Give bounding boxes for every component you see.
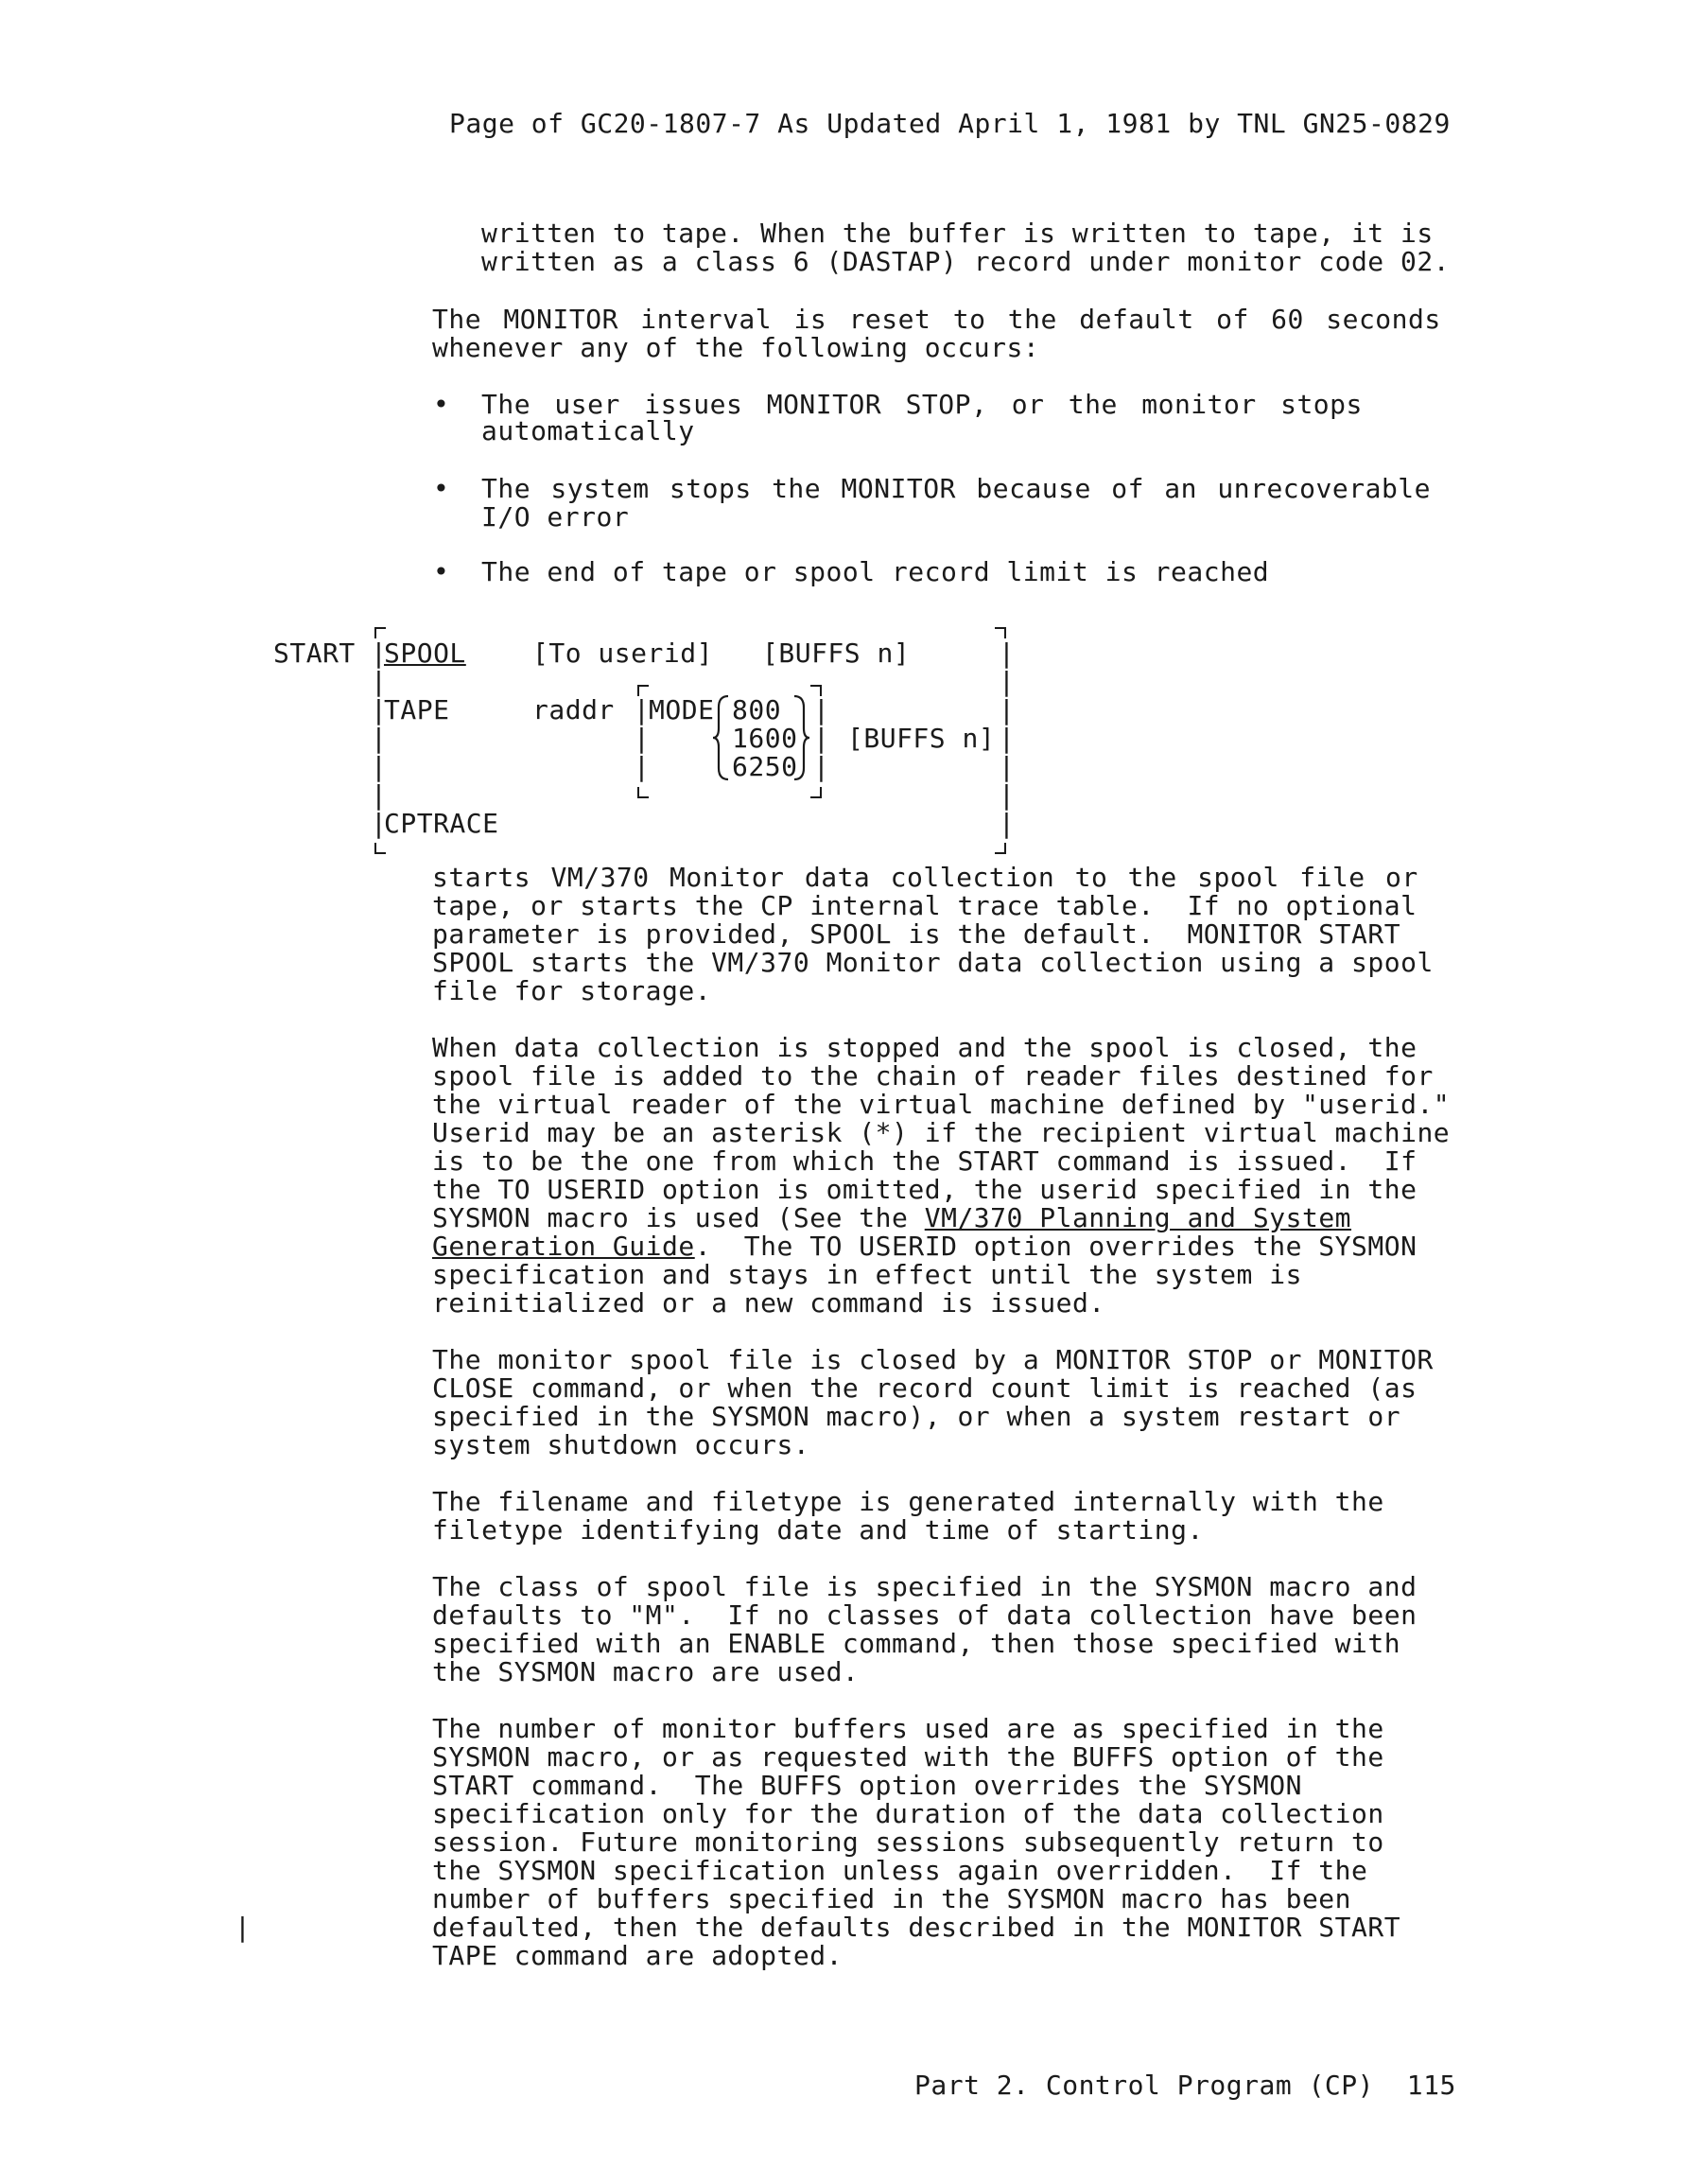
bracket-corner — [995, 843, 1006, 854]
text-run: . The TO USERID option overrides the SYSMON — [694, 1231, 1417, 1262]
bracket-bar: | — [999, 723, 1015, 754]
bracket-bar: | — [371, 808, 387, 839]
text-line: The MONITOR interval is reset to the default of 60 seconds — [432, 304, 1441, 335]
bracket-bar: | — [999, 694, 1015, 725]
text-line: Userid may be an asterisk (*) if the recipient virtual machine — [432, 1117, 1451, 1148]
text-line: defaulted, then the defaults described in the MONITOR START — [432, 1912, 1401, 1943]
text-line: specified in the SYSMON macro), or when a system restart or — [432, 1401, 1401, 1432]
syntax-mode: MODE — [649, 694, 715, 725]
text-line — [432, 1232, 1417, 1261]
page-header: Page of GC20-1807-7 As Updated April 1, 1981 by TNL GN25-0829 — [449, 108, 1451, 139]
text-line — [432, 1204, 1351, 1232]
bracket-bar: | — [371, 751, 387, 782]
bullet-icon: • — [433, 473, 450, 504]
text-line: The number of monitor buffers used are as specified in the — [432, 1713, 1384, 1744]
bracket-bar: | — [813, 723, 829, 754]
text-line: file for storage. — [432, 975, 712, 1006]
syntax-spool-options: [To userid] [BUFFS n] — [532, 638, 911, 669]
text-line: the SYSMON macro are used. — [432, 1656, 860, 1687]
bracket-bar: | — [999, 638, 1015, 669]
text-line: The filename and filetype is generated internally with the — [432, 1486, 1384, 1517]
bullet-text: The end of tape or spool record limit is reached — [481, 556, 1270, 587]
text-line: the virtual reader of the virtual machine defined by "userid." — [432, 1089, 1451, 1120]
command-name: START — [273, 638, 356, 669]
text-line: number of buffers specified in the SYSMON macro has been — [432, 1883, 1352, 1914]
syntax-spool: SPOOL — [384, 638, 466, 669]
bracket-bar: | — [371, 779, 387, 811]
page-footer: Part 2. Control Program (CP) 115 — [914, 2070, 1456, 2101]
text-line: TAPE command are adopted. — [432, 1940, 843, 1971]
text-line: written as a class 6 (DASTAP) record under monitor code 02. — [481, 246, 1451, 277]
bullet-text: I/O error — [481, 501, 630, 533]
bracket-corner — [374, 843, 386, 854]
bullet-text: automatically — [481, 415, 695, 446]
text-line: filetype identifying date and time of starting. — [432, 1514, 1204, 1546]
text-line: session. Future monitoring sessions subsequently return to — [432, 1826, 1384, 1858]
density-6250: 6250 — [732, 751, 798, 782]
bracket-bar: | — [813, 694, 829, 725]
bracket-bar: | — [371, 666, 387, 697]
text-line: starts VM/370 Monitor data collection to the spool file or — [432, 862, 1418, 893]
text-line: specified with an ENABLE command, then those specified with — [432, 1628, 1401, 1659]
text-line: The monitor spool file is closed by a MONITOR STOP or MONITOR — [432, 1344, 1434, 1375]
bracket-bar: | — [371, 638, 387, 669]
bracket-bar: | — [999, 808, 1015, 839]
density-1600: 1600 — [732, 723, 798, 754]
text-line: spool file is added to the chain of reader files destined for — [432, 1060, 1434, 1092]
text-line: is to be the one from which the START command is issued. If — [432, 1145, 1417, 1177]
left-brace-icon — [711, 694, 732, 781]
text-line: reinitialized or a new command is issued. — [432, 1287, 1105, 1319]
text-line: CLOSE command, or when the record count limit is reached (as — [432, 1372, 1417, 1404]
bullet-icon: • — [433, 389, 450, 420]
bracket-corner — [810, 787, 822, 798]
revision-bar: | — [235, 1912, 251, 1943]
syntax-tape-buffs: [BUFFS n] — [847, 723, 996, 754]
text-line: parameter is provided, SPOOL is the default. MONITOR START — [432, 918, 1401, 950]
bullet-text: The user issues MONITOR STOP, or the monitor stops — [481, 389, 1363, 420]
syntax-cptrace: CPTRACE — [384, 808, 499, 839]
bracket-bar: | — [999, 751, 1015, 782]
bracket-corner — [637, 787, 649, 798]
bracket-bar: | — [371, 723, 387, 754]
bracket-bar: | — [634, 751, 650, 782]
text-line: SPOOL starts the VM/370 Monitor data collection using a spool — [432, 947, 1434, 978]
text-line: The class of spool file is specified in the SYSMON macro and — [432, 1571, 1417, 1602]
text-line: START command. The BUFFS option overrides the SYSMON — [432, 1770, 1302, 1801]
syntax-raddr: raddr — [532, 694, 615, 725]
bracket-bar: | — [999, 666, 1015, 697]
text-run: SYSMON macro is used (See the — [432, 1202, 925, 1233]
text-line: system shutdown occurs. — [432, 1429, 810, 1460]
bullet-text: The system stops the MONITOR because of an unrecoverable — [481, 473, 1432, 504]
right-brace-icon — [791, 694, 811, 781]
density-800: 800 — [732, 694, 782, 725]
bracket-bar: | — [634, 723, 650, 754]
text-line: the TO USERID option is omitted, the userid specified in the — [432, 1174, 1417, 1205]
text-line: defaults to "M". If no classes of data collection have been — [432, 1599, 1417, 1631]
bracket-bar: | — [634, 694, 650, 725]
text-line: specification only for the duration of the data collection — [432, 1798, 1384, 1829]
publication-title: Generation Guide — [432, 1231, 695, 1262]
text-line: whenever any of the following occurs: — [432, 332, 1040, 363]
bracket-bar: | — [371, 694, 387, 725]
text-line: When data collection is stopped and the spool is closed, the — [432, 1032, 1417, 1063]
text-line: tape, or starts the CP internal trace table. If no optional — [432, 890, 1417, 921]
text-line: SYSMON macro, or as requested with the BUFFS option of the — [432, 1741, 1384, 1773]
text-line: written to tape. When the buffer is written to tape, it is — [481, 218, 1434, 249]
text-line: specification and stays in effect until the system is — [432, 1259, 1302, 1290]
syntax-tape: TAPE — [384, 694, 450, 725]
publication-title: VM/370 Planning and System — [924, 1202, 1352, 1233]
bullet-icon: • — [433, 556, 450, 587]
bracket-bar: | — [999, 779, 1015, 811]
text-line: the SYSMON specification unless again overridden. If the — [432, 1855, 1368, 1886]
bracket-bar: | — [813, 751, 829, 782]
